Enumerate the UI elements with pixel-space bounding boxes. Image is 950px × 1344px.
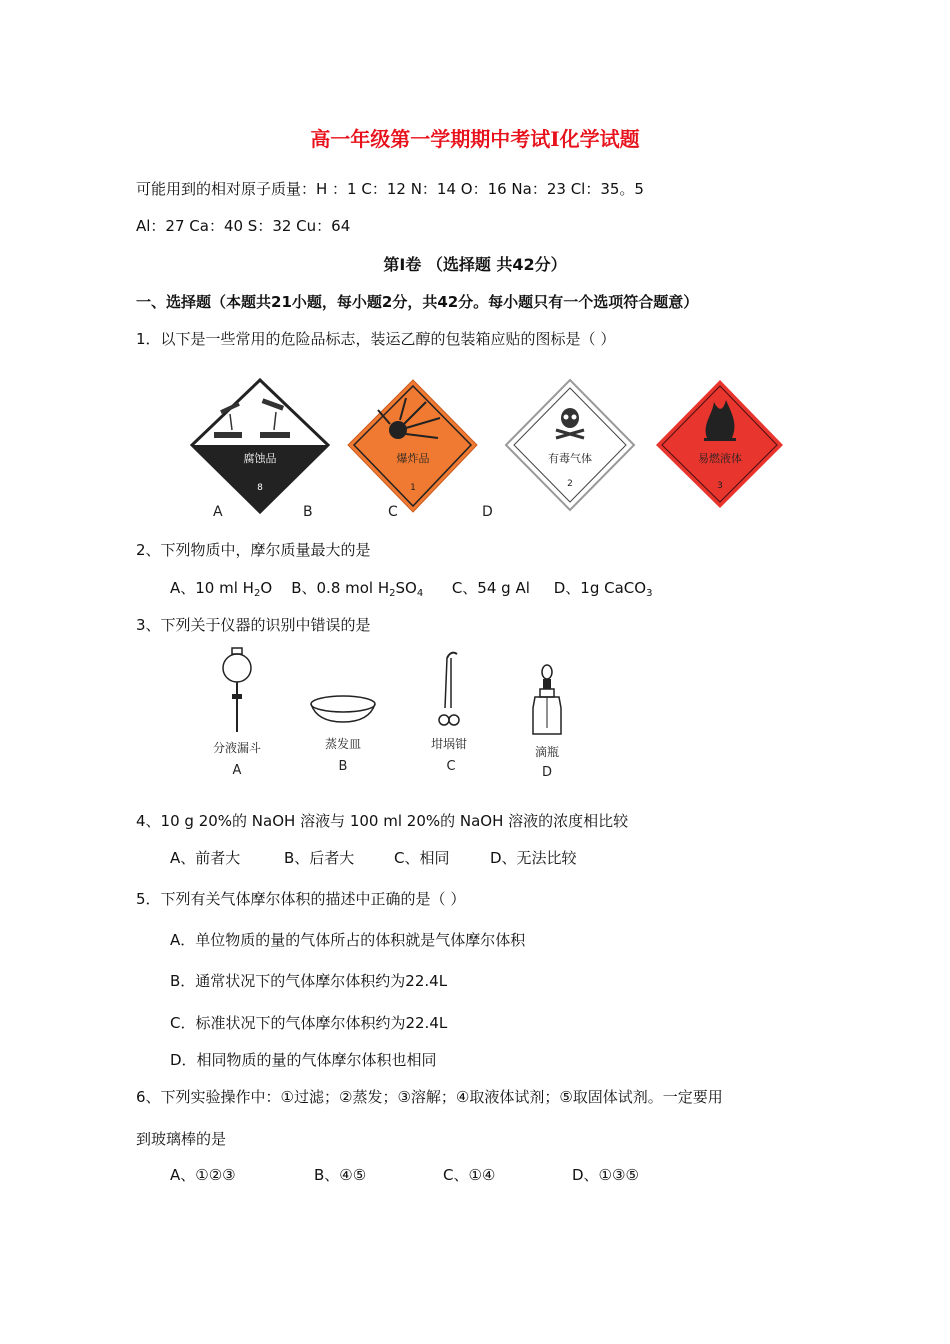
page-title: 高一年级第一学期期中考试Ⅰ化学试题 <box>310 127 640 151</box>
hazard-sign-a-letter: A <box>213 504 223 520</box>
question-6-options <box>170 1164 639 1185</box>
hazard-sign-c-text: 有毒气体 <box>548 452 592 465</box>
hazard-sign-d-num: 3 <box>717 481 723 491</box>
q6-option-a[interactable]: A、①②③ <box>170 1166 236 1184</box>
question-5-stem: 5．下列有关气体摩尔体积的描述中正确的是（ ） <box>136 890 466 908</box>
hazard-sign-b-letter: B <box>303 504 313 520</box>
question-3-stem: 3、下列关于仪器的识别中错误的是 <box>136 616 371 634</box>
hazard-sign-b-num: 1 <box>410 483 416 493</box>
hazard-signs-figure <box>180 372 800 520</box>
apparatus-a[interactable] <box>213 648 261 778</box>
part-heading: 一、选择题（本题共21小题，每小题2分，共42分。每小题只有一个选项符合题意） <box>136 293 699 311</box>
question-4-stem: 4、10 g 20%的 NaOH 溶液与 100 ml 20%的 NaOH 溶液的浓度相比较 <box>136 812 629 830</box>
apparatus-d-letter: D <box>541 765 553 780</box>
apparatus-a-label: 分液漏斗 <box>212 741 262 755</box>
hazard-sign-c-num: 2 <box>567 479 573 489</box>
hazard-sign-b-text: 爆炸品 <box>396 452 430 465</box>
atomic-mass-line-1: 可能用到的相对原子质量：H ：1 C：12 N：14 O：16 Na：23 Cl：35。5 <box>136 180 644 198</box>
apparatus-figure <box>195 646 595 786</box>
section-title: 第Ⅰ卷 （选择题 共42分） <box>383 255 567 274</box>
q5-option-b[interactable]: B．通常状况下的气体摩尔体积约为22.4L <box>170 972 448 990</box>
q4-option-d[interactable]: D、无法比较 <box>490 849 577 867</box>
apparatus-a-letter: A <box>232 763 242 778</box>
q4-option-c[interactable]: C、相同 <box>394 849 450 867</box>
hazard-sign-c-letter: C <box>388 504 398 520</box>
q2-option-d[interactable]: D、1g CaCO$_3$ <box>553 579 653 599</box>
question-2-options <box>170 577 652 599</box>
q4-option-b[interactable]: B、后者大 <box>284 849 355 867</box>
apparatus-d[interactable] <box>533 665 561 780</box>
q6-option-b[interactable]: B、④⑤ <box>314 1166 367 1184</box>
q5-option-c[interactable]: C．标准状况下的气体摩尔体积约为22.4L <box>170 1014 448 1032</box>
apparatus-c-letter: C <box>446 759 456 774</box>
q6-option-d[interactable]: D、①③⑤ <box>572 1166 639 1184</box>
hazard-sign-a[interactable] <box>192 380 328 520</box>
hazard-sign-d-text: 易燃液体 <box>698 452 742 465</box>
q2-option-a[interactable]: A、10 ml $H_2O$ <box>170 579 273 599</box>
apparatus-b-letter: B <box>338 759 348 774</box>
apparatus-c[interactable] <box>431 653 467 774</box>
apparatus-b-label: 蒸发皿 <box>324 737 362 751</box>
apparatus-b[interactable] <box>311 696 375 774</box>
q4-option-a[interactable]: A、前者大 <box>170 849 241 867</box>
hazard-sign-a-text: 腐蚀品 <box>243 452 277 465</box>
q6-option-c[interactable]: C、①④ <box>443 1166 496 1184</box>
question-1-stem: 1．以下是一些常用的危险品标志，装运乙醇的包装箱应贴的图标是（ ） <box>136 330 616 348</box>
question-2-stem: 2、下列物质中，摩尔质量最大的是 <box>136 541 371 559</box>
hazard-sign-d-letter: D <box>482 504 493 520</box>
question-4-options <box>170 847 577 868</box>
q5-option-d[interactable]: D．相同物质的量的气体摩尔体积也相同 <box>170 1051 437 1069</box>
hazard-sign-b[interactable] <box>303 380 477 520</box>
q5-option-a[interactable]: A．单位物质的量的气体所占的体积就是气体摩尔体积 <box>170 931 526 949</box>
apparatus-d-label: 滴瓶 <box>534 745 560 759</box>
q2-option-b[interactable]: B、0.8 mol $H_2SO_4$ <box>291 579 424 599</box>
apparatus-c-label: 坩埚钳 <box>430 737 468 751</box>
question-6-stem-line-1: 6、下列实验操作中：①过滤；②蒸发；③溶解；④取液体试剂；⑤取固体试剂。一定要用 <box>136 1088 723 1106</box>
atomic-mass-line-2: Al：27 Ca：40 S：32 Cu：64 <box>136 217 351 235</box>
q2-option-c[interactable]: C、54 g Al <box>451 579 530 597</box>
question-6-stem-line-2: 到玻璃棒的是 <box>136 1130 227 1148</box>
hazard-sign-a-num: 8 <box>257 483 263 493</box>
